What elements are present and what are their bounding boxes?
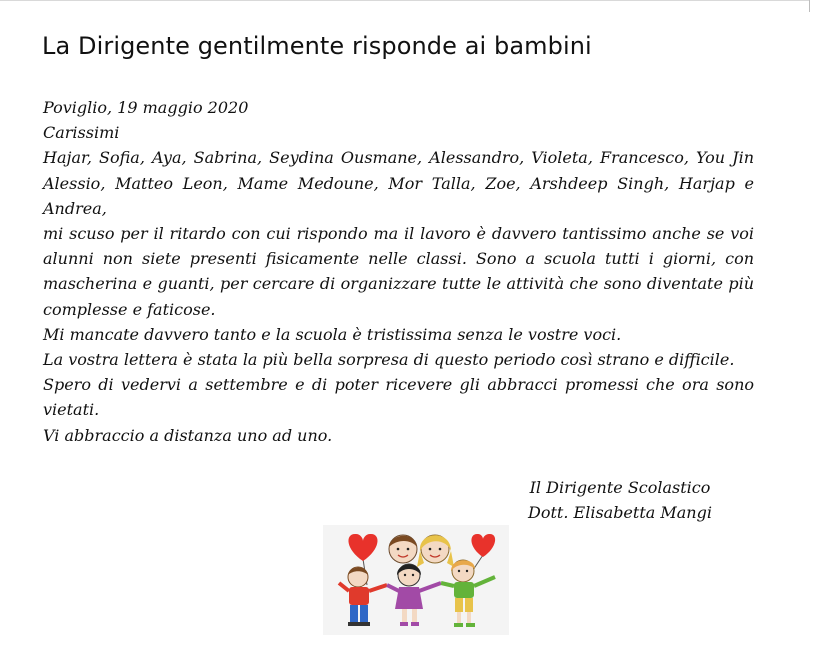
letter-paragraph: La vostra lettera è stata la più bella sorpresa di questo periodo così strano e difficile.	[43, 350, 735, 370]
salutation: Carissimi	[43, 123, 120, 143]
children-holding-hands-icon	[323, 525, 509, 635]
signature-name: Dott. Elisabetta Mangi	[528, 503, 712, 522]
letter-paragraph: Vi abbraccio a distanza uno ad uno.	[43, 425, 333, 445]
scrollbar-edge	[809, 0, 810, 12]
signature-role: Il Dirigente Scolastico	[529, 478, 711, 497]
heart-icon	[471, 534, 495, 570]
children-drawing	[323, 525, 509, 635]
letter-paragraph: mi scuso per il ritardo con cui rispondo ma il lavoro è davvero tantissimo anche se voi alunni non siete presenti fisicamente nelle classi. Sono a scuola tutti i giorni, con mascherina e guanti, per cercare di organizzare tutte le attività che sono diventate più complesse e faticose.	[43, 224, 754, 319]
letter-paragraph: Spero di vedervi a settembre e di poter ricevere gli abbracci promessi che ora sono vietati.	[43, 375, 754, 420]
date-line: Poviglio, 19 maggio 2020	[43, 98, 249, 117]
recipient-names: Hajar, Sofia, Aya, Sabrina, Seydina Ousmane, Alessandro, Violeta, Francesco, You Jin Alessio, Matteo Leon, Mame Medoune, Mor Talla, Zoe, Arshdeep Singh, Harjap e Andrea,	[43, 148, 754, 218]
letter-paragraph: Mi mancate davvero tanto e la scuola è tristissima senza le vostre voci.	[43, 324, 622, 344]
page-title: La Dirigente gentilmente risponde ai bambini	[42, 32, 592, 60]
letter-body	[43, 95, 754, 448]
top-divider	[0, 0, 809, 1]
signature-block	[500, 475, 740, 525]
